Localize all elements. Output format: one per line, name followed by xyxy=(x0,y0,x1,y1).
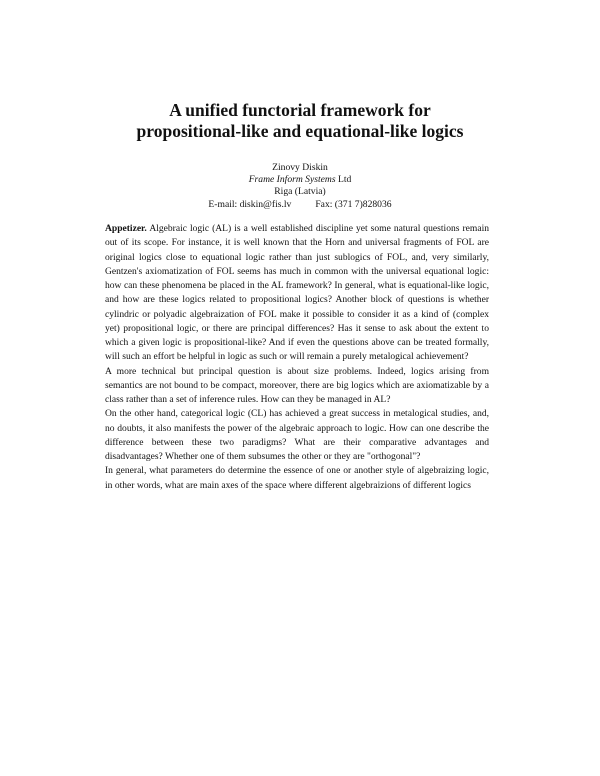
title-line: A unified functorial framework for xyxy=(169,100,431,120)
paragraph xyxy=(105,222,489,365)
affiliation-name: Frame Inform Systems xyxy=(248,174,336,186)
paper-title xyxy=(60,100,540,142)
body-text xyxy=(105,222,489,493)
paragraph: On the other hand, categorical logic (CL) has achieved a great success in metalogical studies, and, no doubts, it also manifests the power of the algebraic approach to logic. How can one describe the difference between these two paradigms? What are their comparative advantages and disadvantages? Whether one of them subsumes the other or they are "orthogonal"? xyxy=(105,408,489,462)
appetizer-label: Appetizer. xyxy=(105,223,147,234)
paragraph-text: Algebraic logic (AL) is a well established discipline yet some natural questions remain out of its scope. For instance, it is well known that the Horn and universal fragments of FOL are original logics close to equational logic rather than just sublogics of FOL, and, very similarly, Gentzen's axiomatization of FOL seems has much in common with the universal equational logic: how can these phenomena be placed in the AL framework? In general, what is equational-like logic, and how are these logics related to propositional logics? Another block of questions is whether cylindric or polyadic algebraization of FOL make it possible to consider it as a kind of (complex yet) propositional logic, or there are principal differences? Has it sense to ask about the extent to which a given logic is propositional-like? And if even the questions above can be treated formally, will such an effort be helpful in logic as such or will remain a purely metalogical achievement? xyxy=(105,223,489,363)
location: Riga (Latvia) xyxy=(274,186,326,198)
fax-number: Fax: (371 7)828036 xyxy=(315,198,392,210)
affiliation-suffix: Ltd xyxy=(335,174,352,186)
title-line: propositional-like and equational-like logics xyxy=(136,121,464,141)
author-block xyxy=(100,162,500,211)
contact-line xyxy=(100,199,500,211)
affiliation xyxy=(100,174,500,186)
paragraph: In general, what parameters do determine the essence of one or another style of algebraizing logic, in other words, what are main axes of the space where different algebraizions of different logics xyxy=(105,465,489,491)
email-address[interactable]: E-mail: diskin@fis.lv xyxy=(208,198,292,210)
paragraph: A more technical but principal question is about size problems. Indeed, logics arising from semantics are not bound to be compact, moreover, there are big logics which are axiomatizable by a class rather than a set of inference rules. How can they be managed in AL? xyxy=(105,365,489,405)
author-name: Zinovy Diskin xyxy=(272,162,328,173)
